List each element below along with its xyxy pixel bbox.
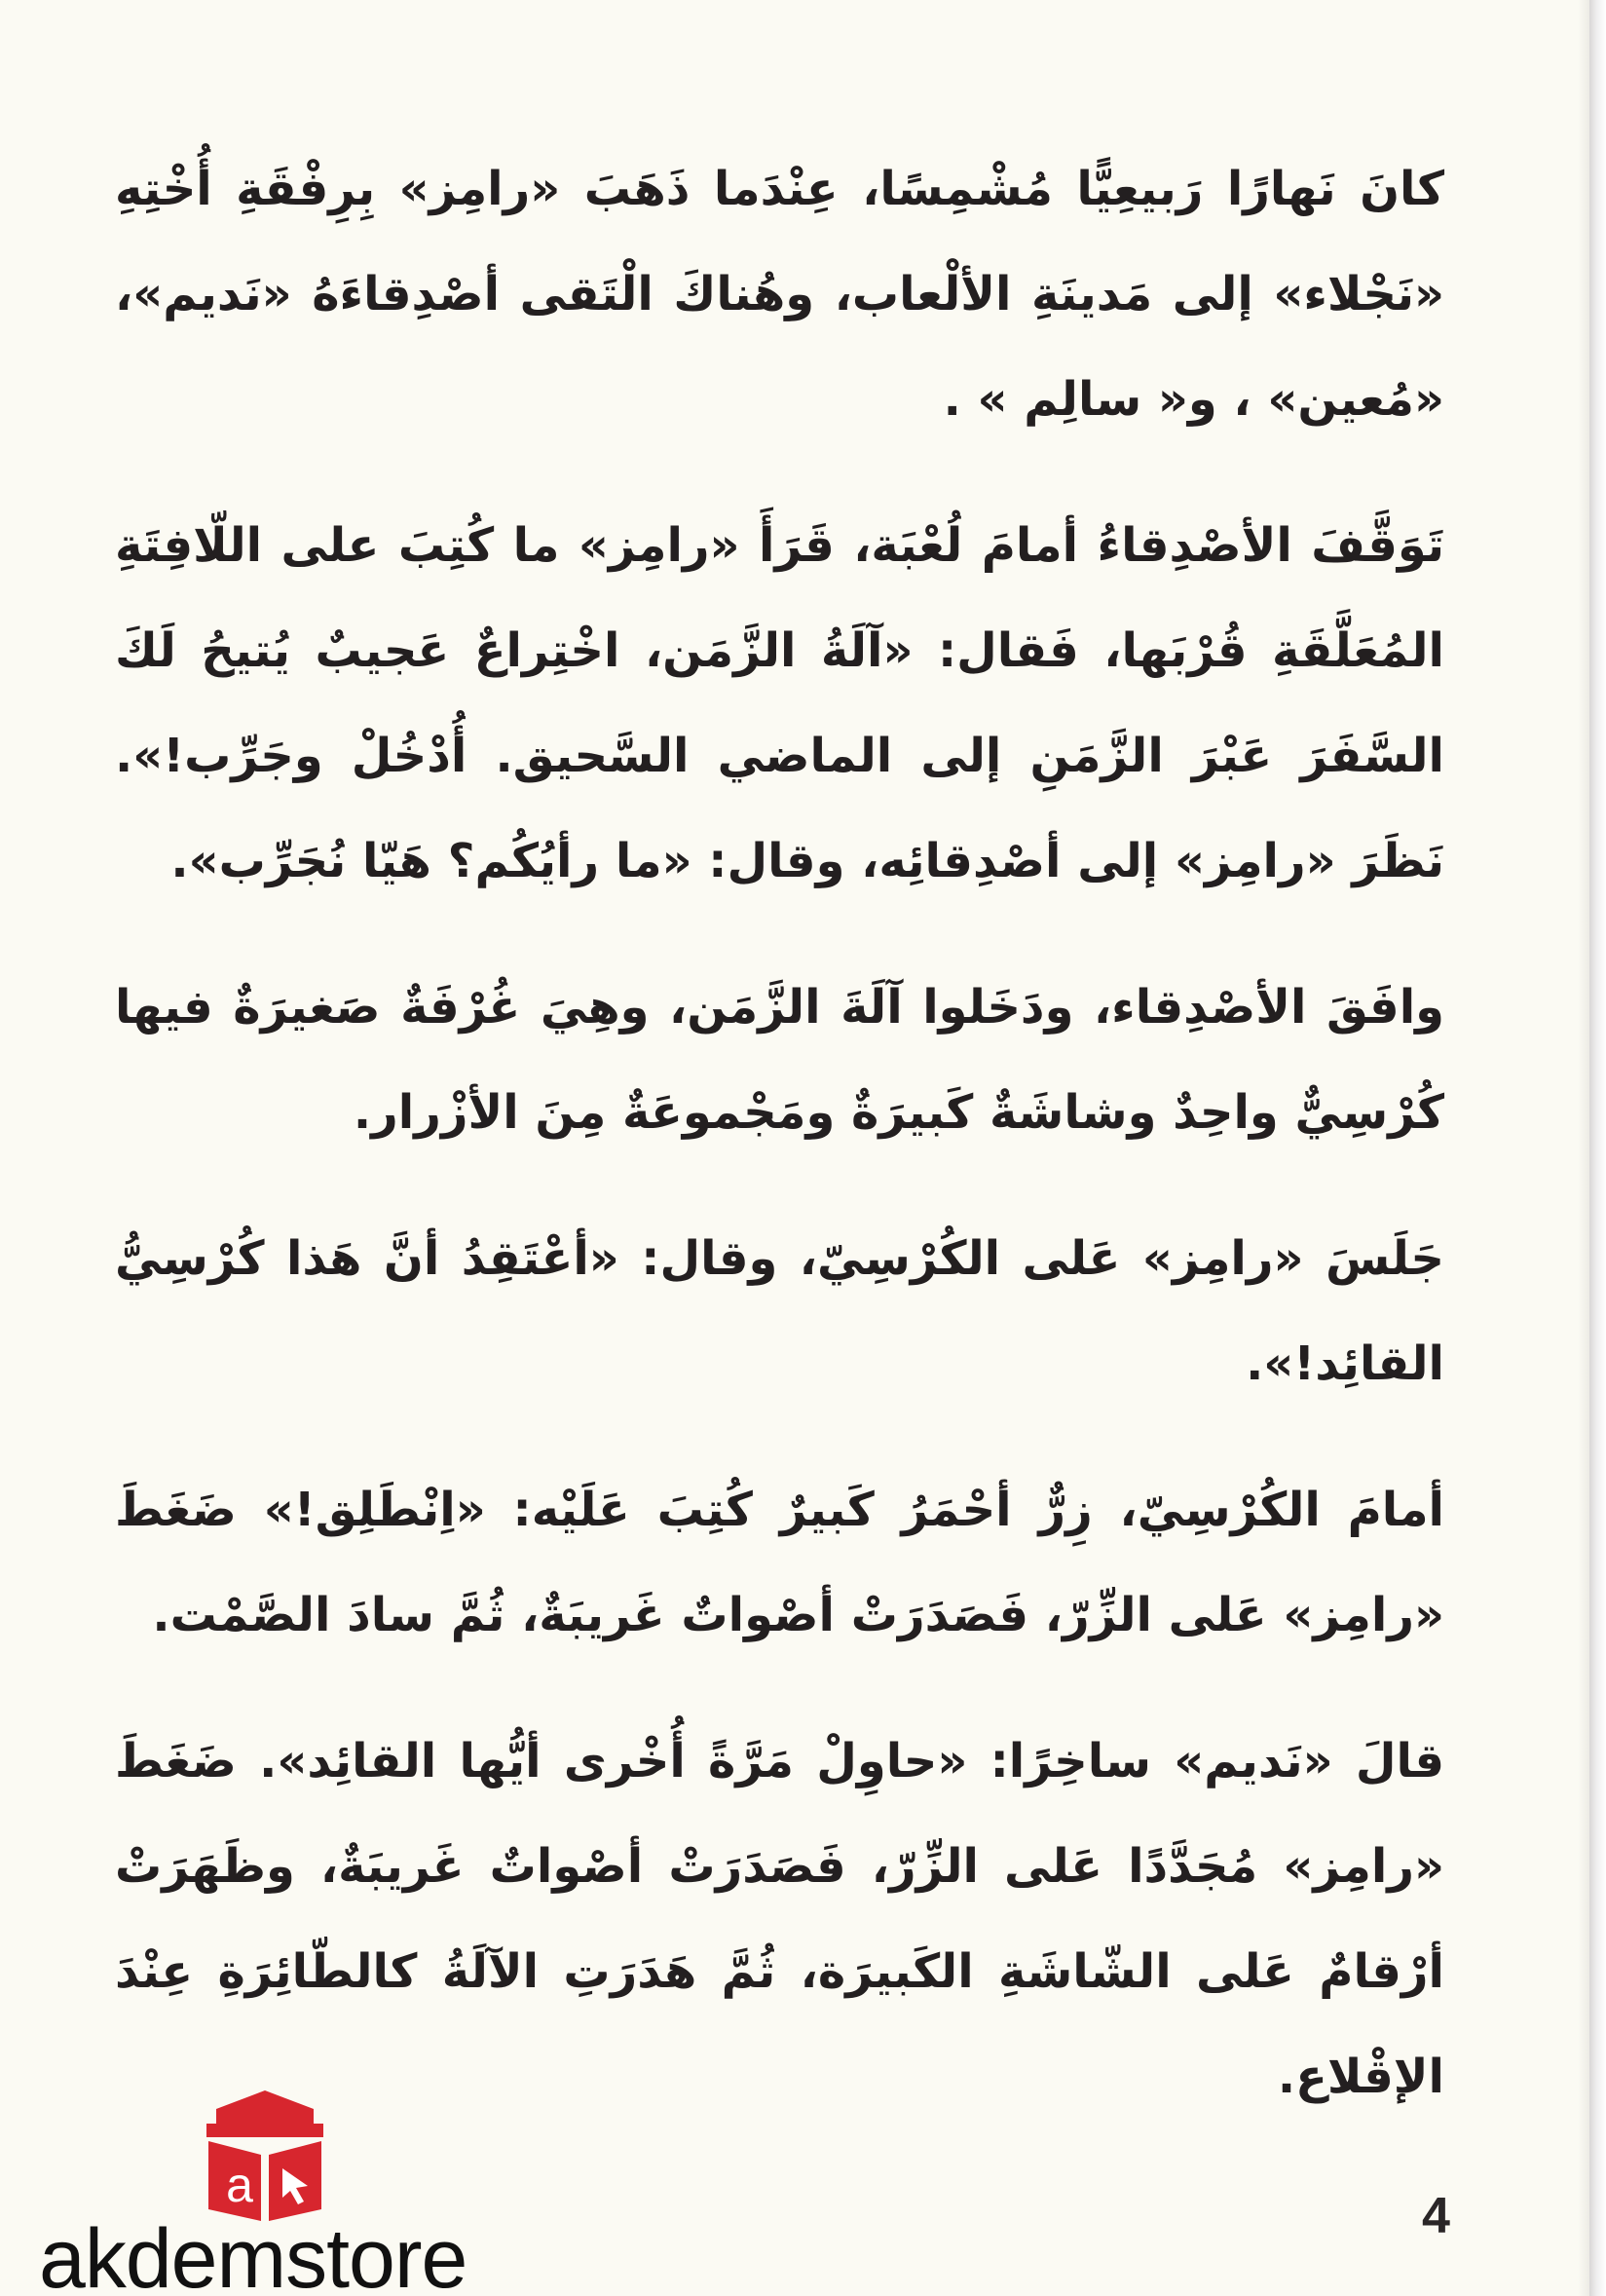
brand-text: akdemstore bbox=[39, 2212, 467, 2296]
paragraph-2: تَوَقَّفَ الأصْدِقاءُ أمامَ لُعْبَة، قَرَأَ «رامِز» ما كُتِبَ على اللّافِتَةِ المُعَلَّقَةِ قُرْبَها، فَقال: «آلَةُ الزَّمَن، اخْتِراعٌ عَجيبٌ يُتيحُ لَكَ السَّفَرَ عَبْرَ الزَّمَنِ إلى الماضي السَّحيق. أُدْخُلْ وجَرِّب!». نَظَرَ «رامِز» إلى أصْدِقائِه، وقال: «ما رأيُكُم؟ هَيّا نُجَرِّب». bbox=[115, 518, 1444, 888]
paragraph-5: أمامَ الكُرْسِيّ، زِرٌّ أحْمَرُ كَبيرٌ كُتِبَ عَلَيْه: «اِنْطَلِق!» ضَغَطَ «رامِز» عَلى الزِّرّ، فَصَدَرَتْ أصْواتٌ غَريبَةٌ، ثُمَّ سادَ الصَّمْت. bbox=[115, 1483, 1444, 1642]
paragraph-6: قالَ «نَديم» ساخِرًا: «حاوِلْ مَرَّةً أُخْرى أيُّها القائِد». ضَغَطَ «رامِز» مُجَدَّدًا عَلى الزِّرّ، فَصَدَرَتْ أصْواتٌ غَريبَةٌ، وظَهَرَتْ أرْقامٌ عَلى الشّاشَةِ الكَبيرَة، ثُمَّ هَدَرَتِ الآلَةُ كالطّائِرَةِ عِنْدَ الإقْلاع. bbox=[115, 1734, 1444, 2104]
paragraph-1: كانَ نَهارًا رَبيعِيًّا مُشْمِسًا، عِنْدَما ذَهَبَ «رامِز» بِرِفْقَةِ أُخْتِهِ «نَجْلاء» إلى مَدينَةِ الألْعاب، وهُناكَ الْتَقى أصْدِقاءَهُ «نَديم»، «مُعين» ، و« سالِم » . bbox=[115, 162, 1444, 427]
story-text bbox=[115, 136, 1444, 2170]
page-right-edge bbox=[1589, 0, 1606, 2296]
brand-name bbox=[39, 2212, 467, 2296]
book-cart-icon bbox=[206, 2090, 323, 2221]
paragraph-3: وافَقَ الأصْدِقاء، ودَخَلوا آلَةَ الزَّمَن، وهِيَ غُرْفَةٌ صَغيرَةٌ فيها كُرْسِيٌّ واحِدٌ وشاشَةٌ كَبيرَةٌ ومَجْموعَةٌ مِنَ الأزْرار. bbox=[115, 980, 1444, 1140]
icon-letter: a bbox=[226, 2158, 253, 2212]
page-number: 4 bbox=[1422, 2188, 1450, 2244]
page-edge-shadow bbox=[1578, 0, 1589, 2296]
paragraph-4: جَلَسَ «رامِز» عَلى الكُرْسِيّ، وقال: «أعْتَقِدُ أنَّ هَذا كُرْسِيُّ القائِد!». bbox=[115, 1231, 1444, 1391]
